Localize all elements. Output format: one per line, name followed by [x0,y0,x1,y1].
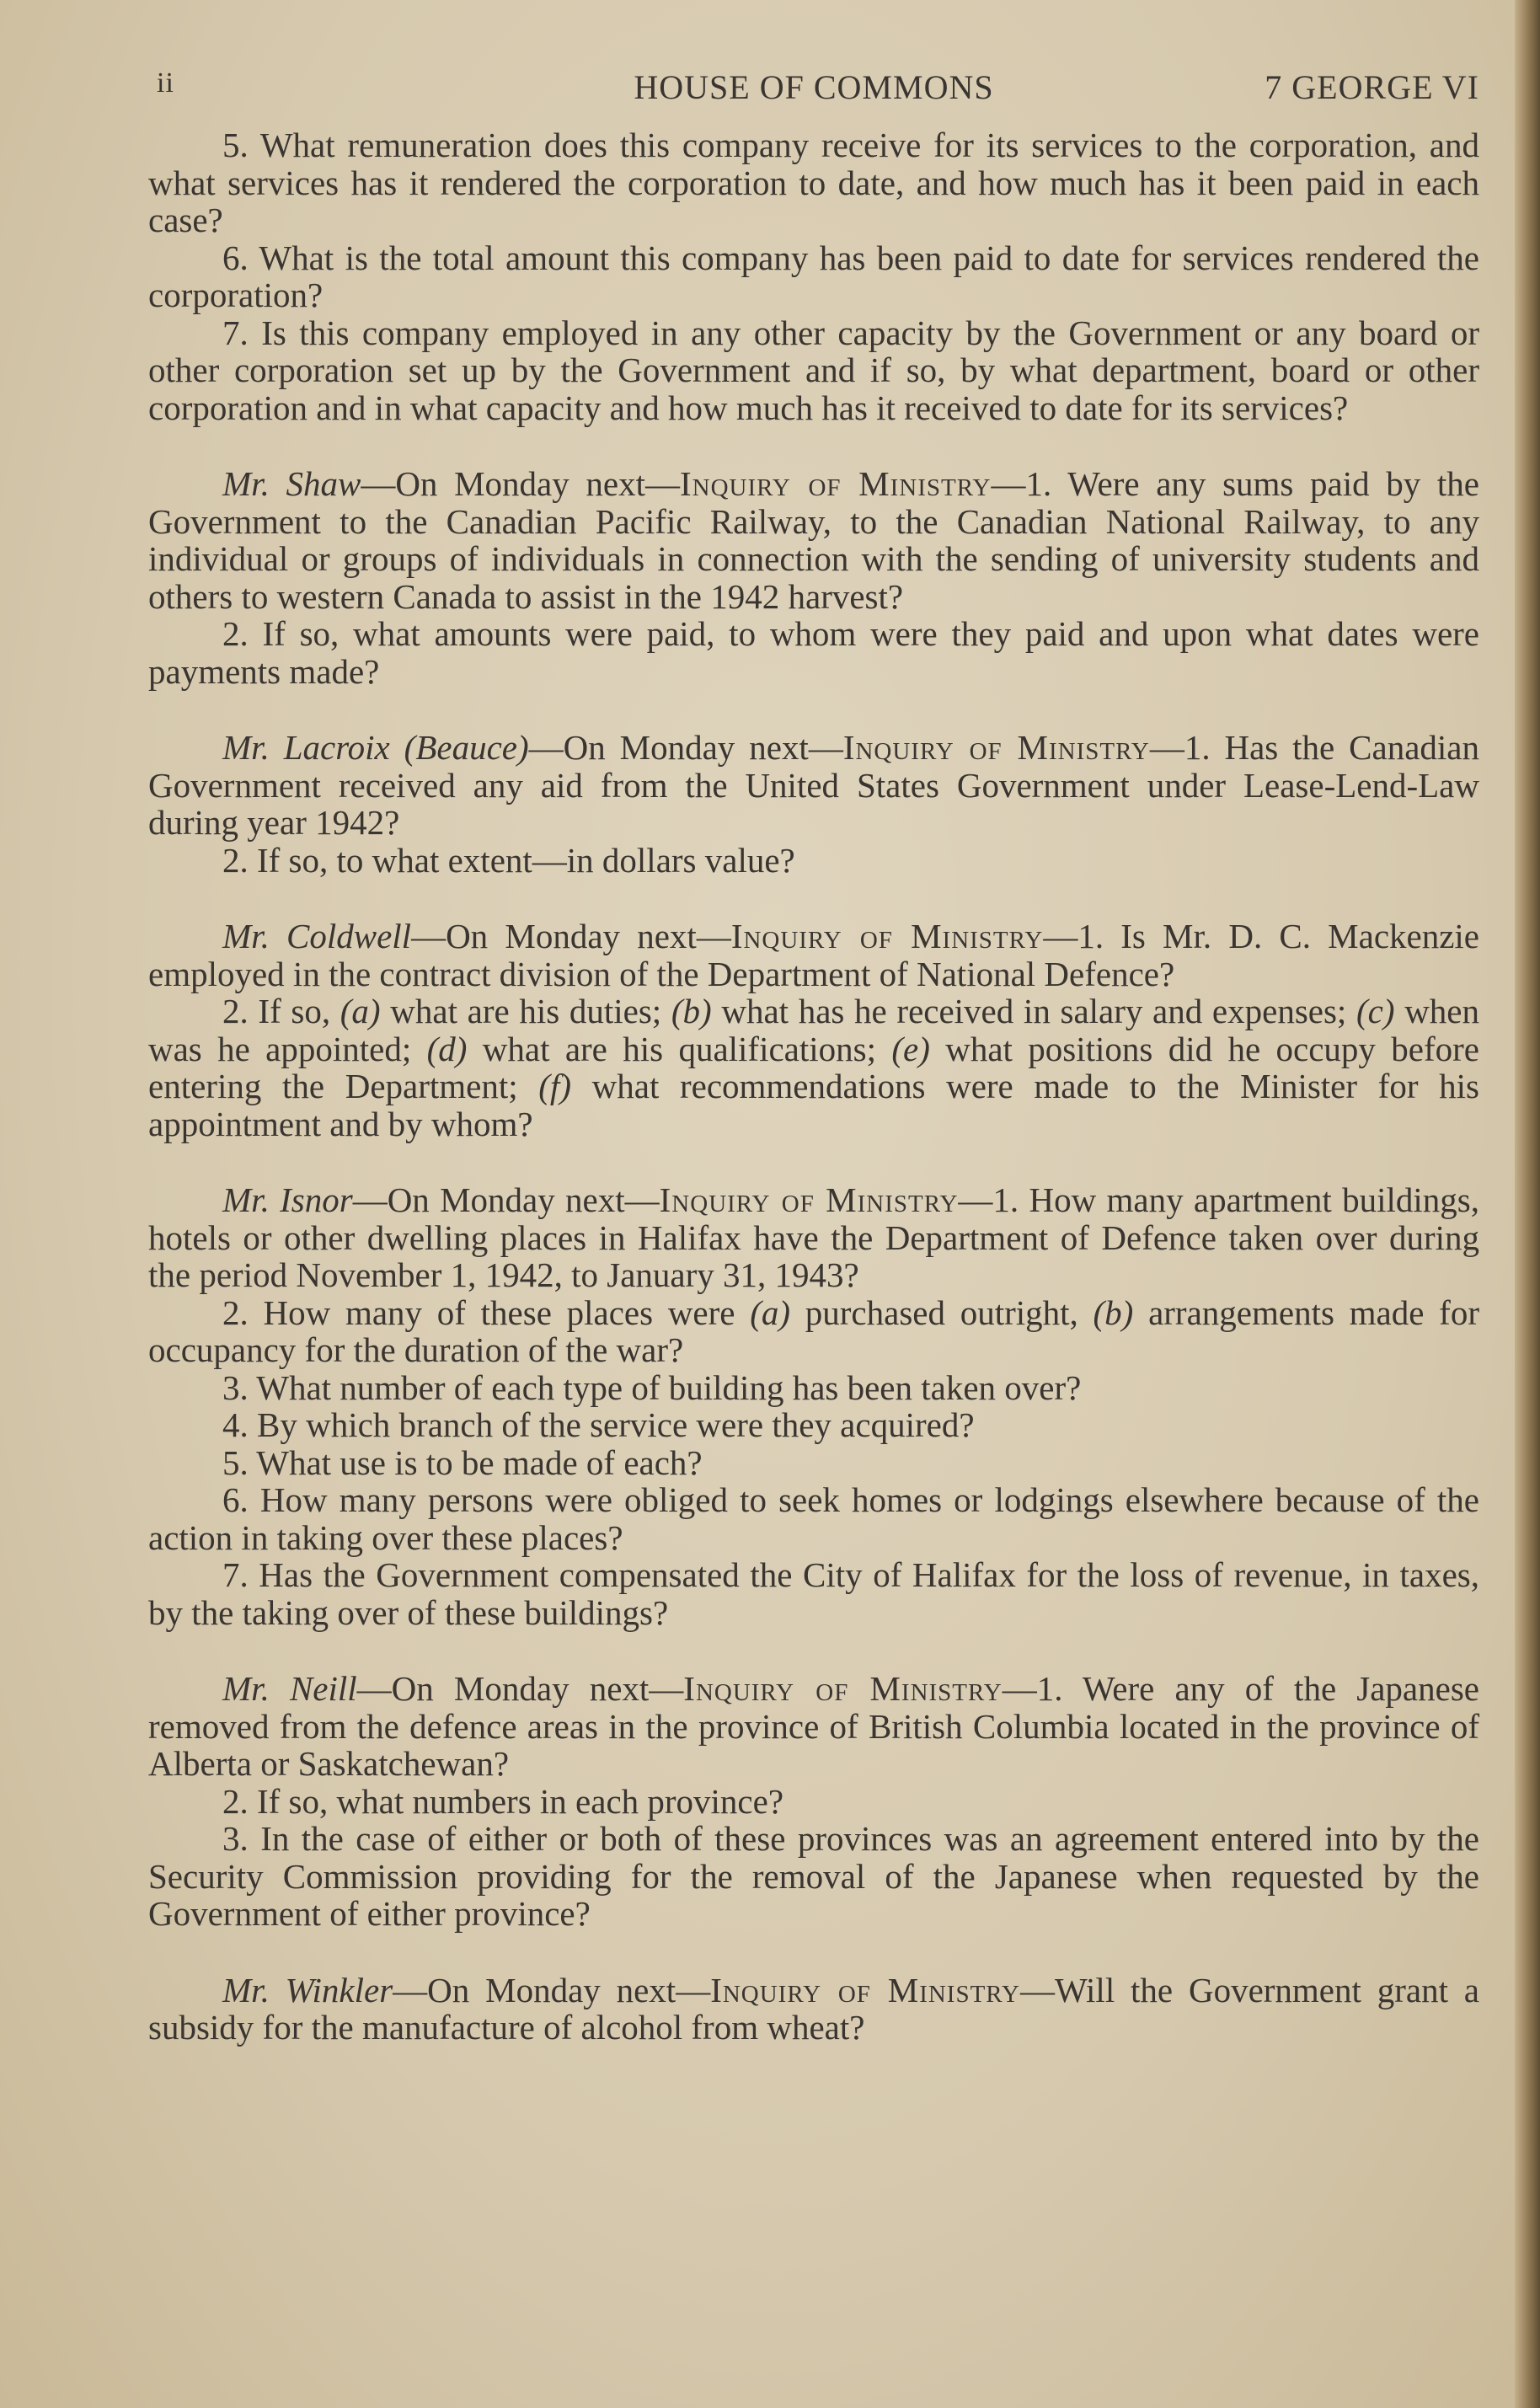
notice-type: Inquiry of Ministry [842,728,1150,767]
page-edge-shadow [1515,0,1540,2408]
question-paragraph: 6. How many persons were obliged to seek homes or lodgings elsewhere because of the action in taking over these places? [148,1480,1479,1557]
page-content [148,126,1479,2047]
notice-day: On Monday next [563,728,809,767]
question-paragraph: 7. Has the Government compensated the City of Halifax for the loss of revenue, in taxes, by the taking over of these buildings? [148,1555,1479,1632]
member-name: Mr. Lacroix (Beauce) [222,728,529,767]
notice-day: On Monday next [427,1970,676,2009]
notice-paragraph: Mr. Isnor—On Monday next—Inquiry of Ministry—1. How many apartment buildings, hotels or other dwelling places in Halifax have the Department of Defence taken over during the period November 1, 1942, to January 31, 1943? [148,1180,1479,1294]
member-name: Mr. Neill [222,1669,357,1708]
question-paragraph: 2. If so, (a) what are his duties; (b) what has he received in salary and expenses; (c) when was he appointed; (d) what are his qualifications; (e) what positions did he occupy before entering the Department; (f) what recommendations were made to the Minister for his appointment and by whom? [148,992,1479,1143]
notice-day: On Monday next [391,1669,650,1708]
question-text: 1. Has the Canadian Government received any aid from the United States Government under Lease-Lend-Law during year 1942? [148,728,1479,842]
notice-type: Inquiry of Ministry [659,1180,959,1219]
page-header [148,59,1479,126]
notice-type: Inquiry of Ministry [710,1970,1020,2009]
question-paragraph: 4. By which branch of the service were they acquired? [222,1405,975,1444]
notice-paragraph: Mr. Neill—On Monday next—Inquiry of Ministry—1. Were any of the Japanese removed from the defence areas in the province of British Columbia located in the province of Alberta or Saskatchewan? [148,1669,1479,1783]
page-number: ii [157,67,174,99]
question-text: 1. How many apartment buildings, hotels or other dwelling places in Halifax have the Department of Defence taken over during the period November 1, 1942, to January 31, 1943? [148,1180,1479,1294]
question-paragraph: 2. If so, what amounts were paid, to whom were they paid and upon what dates were payments made? [148,614,1479,691]
notice-paragraph: Mr. Shaw—On Monday next—Inquiry of Ministry—1. Were any sums paid by the Government to the Canadian Pacific Railway, to the Canadian National Railway, to any individual or groups of individuals in connection with the sending of university students and others to western Canada to assist in the 1942 harvest? [148,464,1479,616]
notice-type: Inquiry of Ministry [679,464,992,503]
question-paragraph: 5. What use is to be made of each? [222,1442,703,1482]
question-paragraph: 2. How many of these places were (a) purchased outright, (b) arrangements made for occupancy for the duration of the war? [148,1292,1479,1369]
member-name: Mr. Winkler [222,1970,393,2009]
notice-type: Inquiry of Ministry [730,917,1044,955]
question-paragraph: 6. What is the total amount this company has been paid to date for services rendered the corporation? [148,238,1479,314]
question-text: 1. Were any of the Japanese removed from the defence areas in the province of British Columbia located in the province of Alberta or Saskatchewan? [148,1669,1479,1783]
notice-paragraph: Mr. Lacroix (Beauce)—On Monday next—Inquiry of Ministry—1. Has the Canadian Government received any aid from the United States Government under Lease-Lend-Law during year 1942? [148,728,1479,842]
member-name: Mr. Shaw [222,464,361,503]
question-paragraph: 3. In the case of either or both of these provinces was an agreement entered into by the Security Commission providing for the removal of the Japanese when requested by the Government of either province? [148,1819,1479,1933]
notice-day: On Monday next [395,464,645,503]
question-text: 1. Is Mr. D. C. Mackenzie employed in the contract division of the Department of National Defence? [148,917,1480,993]
notice-type: Inquiry of Ministry [683,1669,1003,1708]
question-paragraph: 2. If so, to what extent—in dollars value? [222,840,795,880]
question-text: Will the Government grant a subsidy for the manufacture of alcohol from wheat? [148,1970,1479,2047]
document-page [148,59,1479,2047]
question-text: 1. Were any sums paid by the Government to the Canadian Pacific Railway, to the Canadian National Railway, to any individual or groups of individuals in connection with the sending of university students and others to western Canada to assist in the 1942 harvest? [148,464,1479,616]
question-paragraph: 3. What number of each type of building has been taken over? [222,1367,1082,1407]
notice-day: On Monday next [387,1180,625,1219]
question-paragraph: 5. What remuneration does this company receive for its services to the corporation, and what services has it rendered the corporation to date, and how much has it been paid in each case? [148,126,1479,239]
notice-paragraph: Mr. Coldwell—On Monday next—Inquiry of Ministry—1. Is Mr. D. C. Mackenzie employed in the contract division of the Department of National Defence? [148,917,1480,993]
question-paragraph: 2. If so, what numbers in each province? [222,1781,784,1821]
member-name: Mr. Coldwell [222,917,412,955]
notice-day: On Monday next [446,917,697,955]
notice-paragraph: Mr. Winkler—On Monday next—Inquiry of Ministry—Will the Government grant a subsidy for the manufacture of alcohol from wheat? [148,1970,1479,2047]
member-name: Mr. Isnor [222,1180,353,1219]
session-label: 7 GEORGE VI [1265,68,1479,106]
running-title: HOUSE OF COMMONS [634,68,994,106]
question-paragraph: 7. Is this company employed in any other capacity by the Government or any board or other corporation set up by the Government and if so, by what department, board or other corporation and in what capacity and how much has it received to date for its services? [148,313,1479,427]
